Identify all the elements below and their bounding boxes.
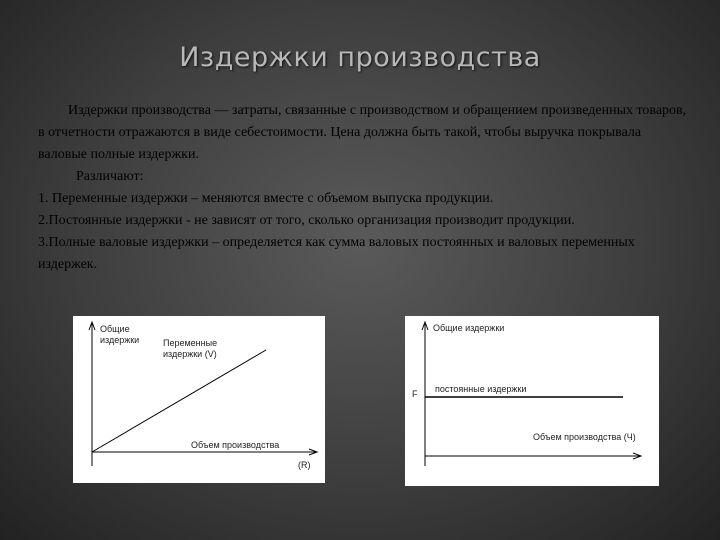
series-label: постоянные издержки	[435, 384, 527, 394]
list-item-total: 3.Полные валовые издержки – определяется как сумма валовых постоянных и валовых переменных издержек.	[38, 235, 635, 272]
series-label-line1: Переменные	[163, 338, 218, 348]
fixed-level-label: F	[412, 389, 418, 399]
distinguish-label: Различают:	[76, 169, 144, 184]
fixed-costs-chart	[405, 316, 659, 486]
y-axis-label: Общие издержки	[433, 323, 505, 333]
x-axis-label: Объем производства (Ч)	[533, 432, 636, 442]
x-axis-label: Объем производства	[191, 440, 280, 450]
variable-costs-line	[92, 350, 266, 452]
x-axis-unit: (R)	[298, 460, 311, 470]
series-label-line2: издержки (V)	[163, 349, 217, 359]
variable-costs-chart	[73, 316, 325, 483]
y-axis-label-line1: Общие	[100, 324, 130, 334]
intro-paragraph: Издержки производства — затраты, связанные с производством и обращением произведенных товаров, в отчетности отражаются в виде себестоимости. Цена должна быть такой, чтобы выручка покрывала валовые полные издержки.	[38, 103, 687, 162]
y-axis-label-line2: издержки	[100, 335, 140, 345]
list-item-variable: 1. Переменные издержки – меняются вместе с объемом выпуска продукции.	[38, 191, 494, 206]
list-item-fixed: 2.Постоянные издержки - не зависят от того, сколько организация производит продукции.	[38, 213, 575, 228]
slide-title: Издержки производства	[179, 42, 541, 73]
slide-body	[38, 100, 693, 276]
